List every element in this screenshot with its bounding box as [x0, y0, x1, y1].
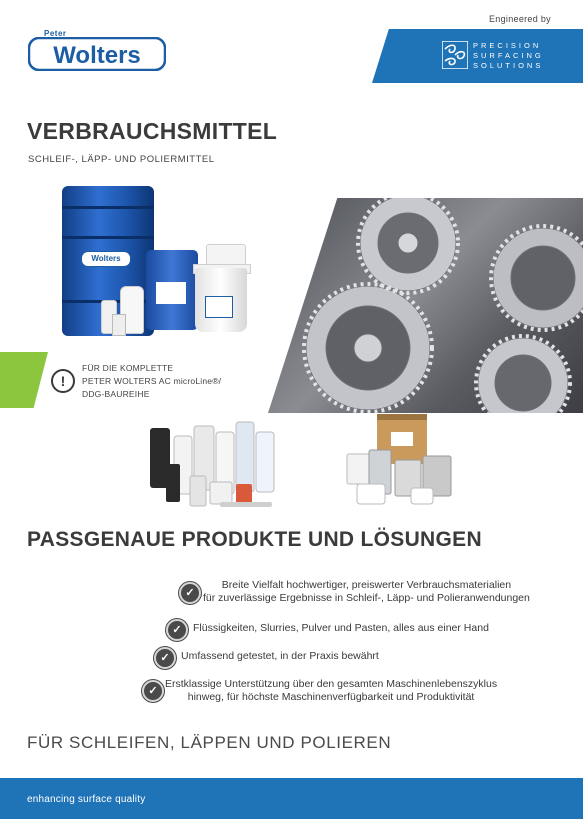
- feature-text: Umfassend getestet, in der Praxis bewährt: [181, 650, 379, 662]
- feature-text: Erstklassige Unterstützung über den gesamten Maschinenlebenszyklus: [165, 678, 498, 690]
- pss-line: SURFACING: [473, 51, 544, 60]
- powder-containers-image: [343, 412, 457, 508]
- check-circle-icon: ✓: [142, 680, 164, 702]
- feature-text: Flüssigkeiten, Slurries, Pulver und Pasten, alles aus einer Hand: [193, 622, 489, 634]
- pss-wordmark: [473, 41, 544, 71]
- liquid-bottles-image: [146, 418, 278, 514]
- peter-wolters-logo: [28, 37, 166, 71]
- feature-item: [203, 579, 530, 605]
- feature-item: [193, 622, 489, 635]
- carrier-gears-photo: [268, 198, 583, 413]
- tagline: FÜR SCHLEIFEN, LÄPPEN UND POLIEREN: [27, 733, 392, 752]
- pss-line: SOLUTIONS: [473, 61, 544, 70]
- check-circle-icon: ✓: [154, 647, 176, 669]
- check-circle-icon: ✓: [166, 619, 188, 641]
- accent-triangle: [0, 352, 48, 408]
- barrel-rib: [62, 236, 154, 239]
- engineered-by-label: Engineered by: [489, 14, 551, 24]
- feature-item: [181, 650, 379, 663]
- pss-logo-icon: [442, 41, 468, 69]
- check-circle-icon: ✓: [179, 582, 201, 604]
- footer-slogan: enhancing surface quality: [27, 794, 146, 805]
- svg-text:Wolters: Wolters: [53, 42, 141, 69]
- notice-line: DDG-BAUREIHE: [82, 389, 150, 399]
- feature-item: [165, 678, 497, 704]
- section-title: PASSGENAUE PRODUKTE UND LÖSUNGEN: [27, 528, 482, 551]
- logo-peter-text: Peter: [44, 29, 67, 38]
- feature-text: für zuverlässige Ergebnisse in Schleif-, Läpp- und Polieranwendungen: [203, 592, 530, 604]
- feature-text: hinweg, für höchste Maschinenverfügbarkeit und Produktivität: [187, 691, 475, 703]
- feature-text: Breite Vielfalt hochwertiger, preiswerter Verbrauchsmaterialien: [221, 579, 512, 591]
- compatibility-notice: [82, 362, 221, 401]
- bottle-image: [112, 314, 126, 336]
- pss-line: PRECISION: [473, 41, 542, 50]
- barrel-brand-label: Wolters: [81, 251, 131, 267]
- notice-line: FÜR DIE KOMPLETTE: [82, 363, 174, 373]
- exclamation-circle-icon: !: [51, 369, 75, 393]
- canister-label: [156, 282, 186, 304]
- page-subtitle: SCHLEIF-, LÄPP- UND POLIERMITTEL: [28, 154, 215, 165]
- bucket-label: [205, 296, 233, 318]
- page-title: VERBRAUCHSMITTEL: [27, 118, 278, 144]
- notice-line: PETER WOLTERS AC microLine®/: [82, 376, 222, 386]
- barrel-rib: [62, 206, 154, 209]
- gears-illustration: [268, 198, 583, 413]
